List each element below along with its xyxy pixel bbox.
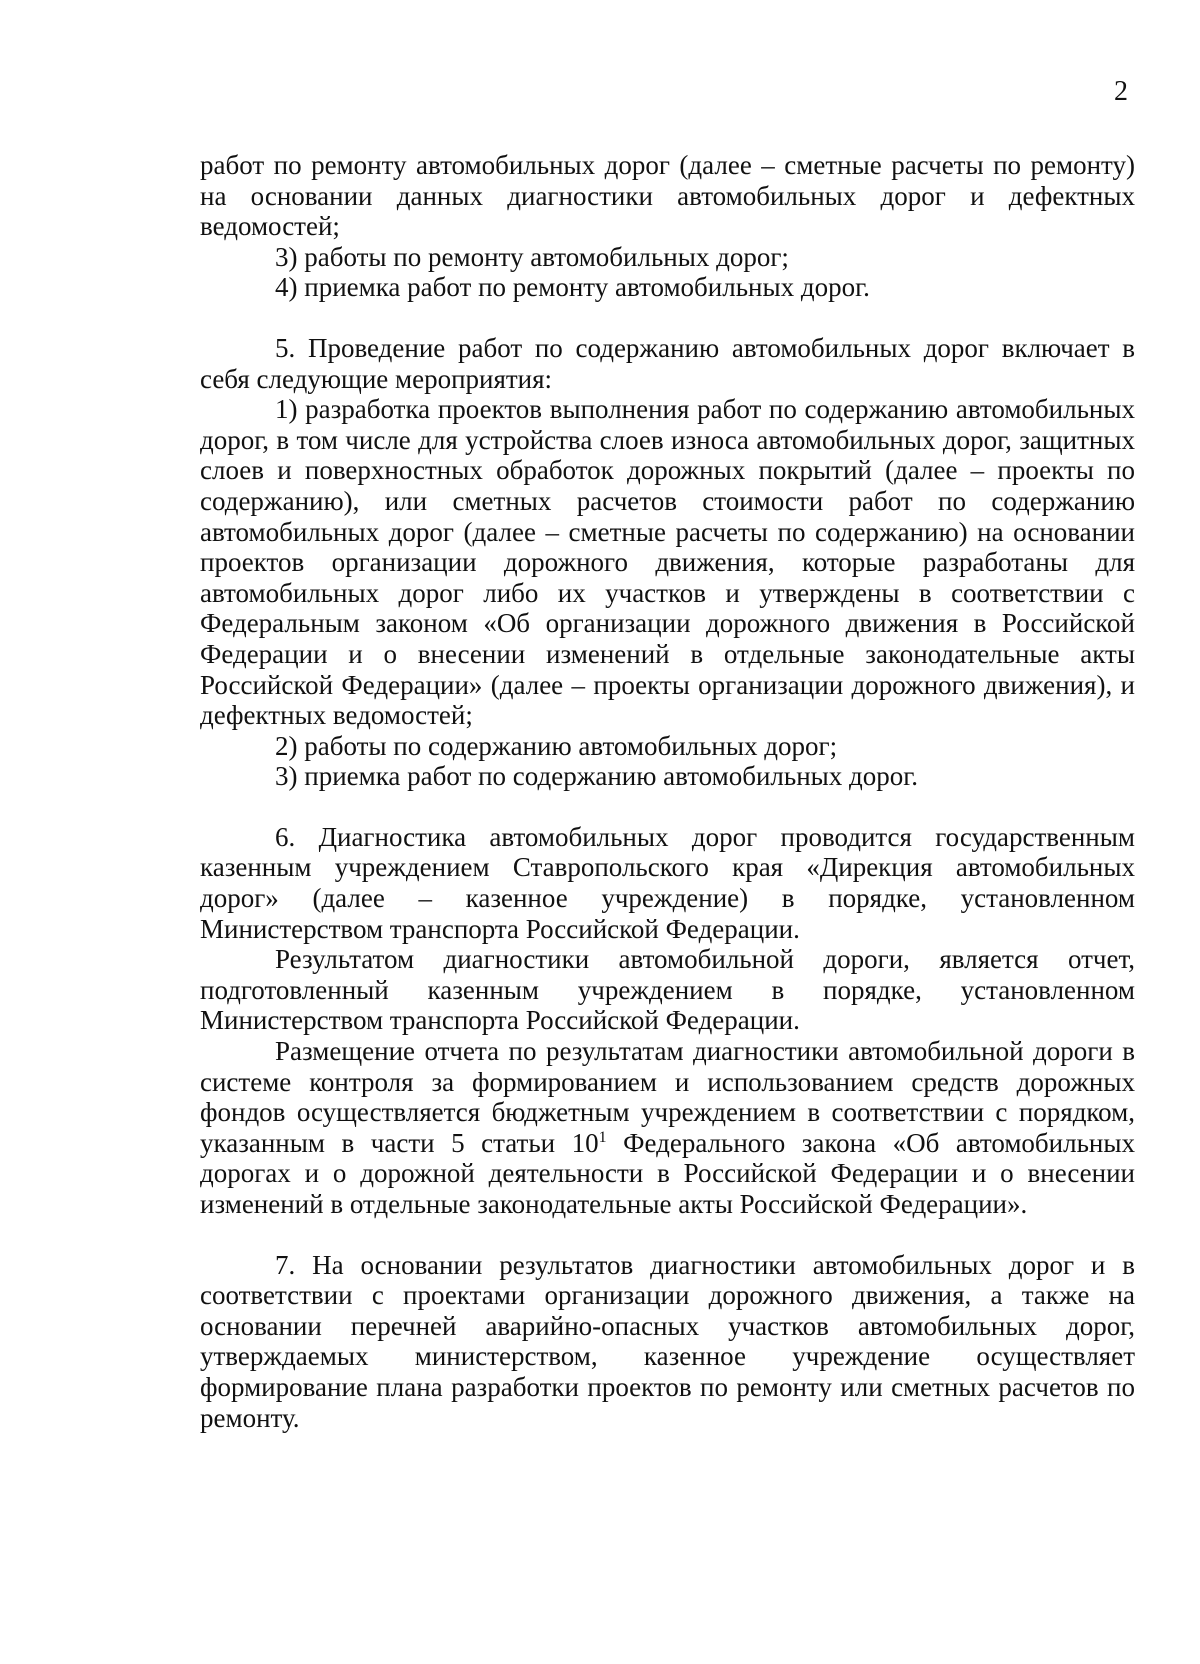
report-placement-paragraph: [200, 1036, 1135, 1220]
paragraph-continuation: работ по ремонту автомобильных дорог (далее – сметные расчеты по ремонту) на основании данных диагностики автомобильных дорог и дефектных ведомостей;: [200, 150, 1135, 242]
list-item-2-maintenance-works: 2) работы по содержанию автомобильных дорог;: [275, 730, 838, 761]
section-5-heading-paragraph: 5. Проведение работ по содержанию автомобильных дорог включает в себя следующие мероприятия:: [200, 332, 1135, 394]
report-placement-text-before: Размещение отчета по результатам диагностики автомобильной дороги в системе контроля за формированием и использованием средств дорожных фондов осуществляется бюджетным учреждением в соответствии с порядком, указанным в части 5 статьи 10: [200, 1036, 1135, 1158]
section-6-paragraph: 6. Диагностика автомобильных дорог проводится государственным казенным учреждением Ставропольского края «Дирекция автомобильных дорог» (далее – казенное учреждение) в порядке, установленном Министерством транспорта Российской Федерации.: [200, 821, 1135, 944]
list-item-3-repair-works: 3) работы по ремонту автомобильных дорог;: [275, 241, 789, 272]
article-superscript: 1: [598, 1128, 607, 1146]
diagnostics-result-paragraph: Результатом диагностики автомобильной дороги, является отчет, подготовленный казенным учреждением в порядке, установленном Министерством транспорта Российской Федерации.: [200, 944, 1135, 1036]
section-7-paragraph: 7. На основании результатов диагностики автомобильных дорог и в соответствии с проектами организации дорожного движения, а также на основании перечней аварийно-опасных участков автомобильных дорог, утверждаемых министерством, казенное учреждение осуществляет формирование плана разработки проектов по ремонту или сметных расчетов по ремонту.: [200, 1249, 1135, 1433]
list-item-3-maintenance-acceptance: 3) приемка работ по содержанию автомобильных дорог.: [275, 761, 919, 792]
report-placement-text-after: Федерального закона «Об автомобильных дорогах и о дорожной деятельности в Российской Федерации и о внесении изменений в отдельные законодательные акты Российской Федерации».: [200, 1127, 1135, 1219]
document-body: [200, 150, 1135, 1433]
list-item-4-repair-acceptance: 4) приемка работ по ремонту автомобильных дорог.: [275, 272, 870, 303]
list-item-1-maintenance-projects: 1) разработка проектов выполнения работ по содержанию автомобильных дорог, в том числе для устройства слоев износа автомобильных дорог, защитных слоев и поверхностных обработок дорожных покрытий (далее – проекты по содержанию), или сметных расчетов стоимости работ по содержанию автомобильных дорог (далее – сметные расчеты по содержанию) на основании проектов организации дорожного движения, которые разработаны для автомобильных дорог либо их участков и утверждены в соответствии с Федеральным законом «Об организации дорожного движения в Российской Федерации и о внесении изменений в отдельные законодательные акты Российской Федерации» (далее – проекты организации дорожного движения), и дефектных ведомостей;: [200, 394, 1135, 731]
page-number: 2: [1114, 76, 1128, 107]
